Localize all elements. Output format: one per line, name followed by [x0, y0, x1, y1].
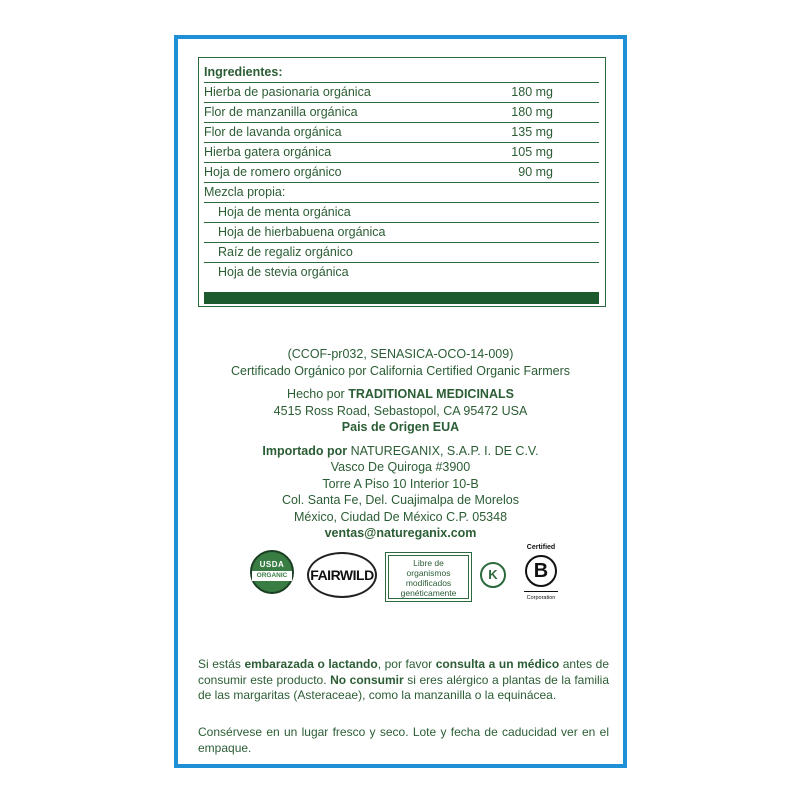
manufacturer-prefix: Hecho por: [287, 387, 349, 401]
ingredient-amount: 135 mg: [511, 125, 553, 139]
usda-organic-logo: [250, 550, 294, 594]
ingredient-name: Hierba gatera orgánica: [204, 145, 332, 159]
manufacturer-name: TRADITIONAL MEDICINALS: [348, 387, 514, 401]
b-corp-logo: [516, 544, 566, 608]
warning-text: , por favor: [377, 657, 436, 671]
b-corp-bottom-text: Corporation: [526, 595, 556, 601]
table-footer-bar: [204, 292, 599, 304]
non-gmo-line: Libre de: [413, 558, 444, 568]
non-gmo-line: genéticamente: [400, 588, 457, 598]
ingredient-amount: 90 mg: [518, 165, 553, 179]
importer-address-line: México, Ciudad De México C.P. 05348: [293, 509, 508, 524]
non-gmo-logo-box: [388, 555, 469, 599]
label-panel: [174, 35, 627, 768]
b-corp-top-text: Certified: [526, 544, 556, 551]
importer-address-line: Col. Santa Fe, Del. Cuajimalpa de Morelos: [282, 493, 519, 507]
importer-prefix: Importado por: [262, 443, 351, 458]
ingredients-title: Ingredientes:: [204, 65, 283, 79]
fairwild-logo: [307, 552, 377, 598]
ingredient-row: [204, 142, 599, 163]
importer-address-line: Vasco De Quiroga #3900: [330, 460, 471, 474]
country-of-origin: Pais de Origen EUA: [341, 420, 460, 434]
ingredient-row: [204, 122, 599, 143]
blend-item-row: [204, 262, 599, 282]
blend-item-row: [204, 202, 599, 223]
ingredient-name: Flor de lavanda orgánica: [204, 125, 342, 139]
manufacturer-line: [178, 386, 623, 403]
ingredient-row: [204, 162, 599, 183]
ingredients-header-row: [204, 62, 599, 83]
warning-text: antes de consumir este producto.: [198, 657, 609, 687]
non-gmo-line: organismos: [406, 568, 451, 578]
blend-item-name: Hoja de stevia orgánica: [218, 265, 349, 279]
usda-logo-top-text: USDA: [259, 560, 285, 569]
b-corp-rule: [524, 591, 558, 592]
ingredient-row: [204, 102, 599, 123]
ingredient-amount: 180 mg: [511, 105, 553, 119]
blend-item-name: Hoja de hierbabuena orgánica: [218, 225, 386, 239]
warning-bold: embarazada o lactando: [244, 657, 378, 671]
blend-item-row: [204, 222, 599, 243]
blend-item-name: Raíz de regaliz orgánico: [218, 245, 353, 259]
b-corp-letter: B: [525, 555, 557, 587]
blend-item-row: [204, 242, 599, 263]
importer-address-line: Torre A Piso 10 Interior 10-B: [322, 476, 479, 491]
kosher-logo: K: [480, 562, 506, 588]
storage-instructions: Consérvese en un lugar fresco y seco. Lote y fecha de caducidad ver en el empaque.: [198, 725, 609, 755]
non-gmo-logo: [385, 552, 472, 602]
fairwild-logo-text: FAIRWILD: [310, 567, 374, 583]
warning-bold: consulta a un médico: [435, 657, 560, 671]
usda-logo-band-text: ORGANIC: [252, 571, 292, 581]
ingredient-name: Flor de manzanilla orgánica: [204, 105, 358, 119]
ingredient-name: Hierba de pasionaria orgánica: [204, 85, 371, 99]
certifier-text: Certificado Orgánico por California Certified Organic Farmers: [230, 363, 570, 378]
importer-name: NATUREGANIX, S.A.P. I. DE C.V.: [350, 443, 539, 458]
warning-text: Si estás: [198, 657, 245, 671]
ingredient-amount: 180 mg: [511, 85, 553, 99]
warning-text: si eres alérgico a plantas de la familia de las margaritas (Asteraceae), como la manzanilla o la equinácea.: [198, 672, 609, 702]
blend-title: Mezcla propia:: [204, 185, 286, 199]
ingredients-table: [198, 57, 606, 307]
blend-item-name: Hoja de menta orgánica: [218, 205, 351, 219]
warning-bold: No consumir: [330, 672, 404, 687]
ingredient-row: [204, 82, 599, 103]
non-gmo-line: modificados: [405, 578, 452, 588]
contact-email[interactable]: ventas@natureganix.com: [324, 526, 477, 540]
warning-paragraph: [198, 657, 609, 704]
certification-codes: (CCOF-pr032, SENASICA-OCO-14-009): [287, 347, 514, 361]
blend-header-row: [204, 182, 599, 203]
ingredient-amount: 105 mg: [511, 145, 553, 159]
ingredient-name: Hoja de romero orgánico: [204, 165, 342, 179]
importer-line: [178, 443, 623, 460]
company-info: [178, 346, 623, 542]
manufacturer-address: 4515 Ross Road, Sebastopol, CA 95472 USA: [273, 403, 528, 418]
